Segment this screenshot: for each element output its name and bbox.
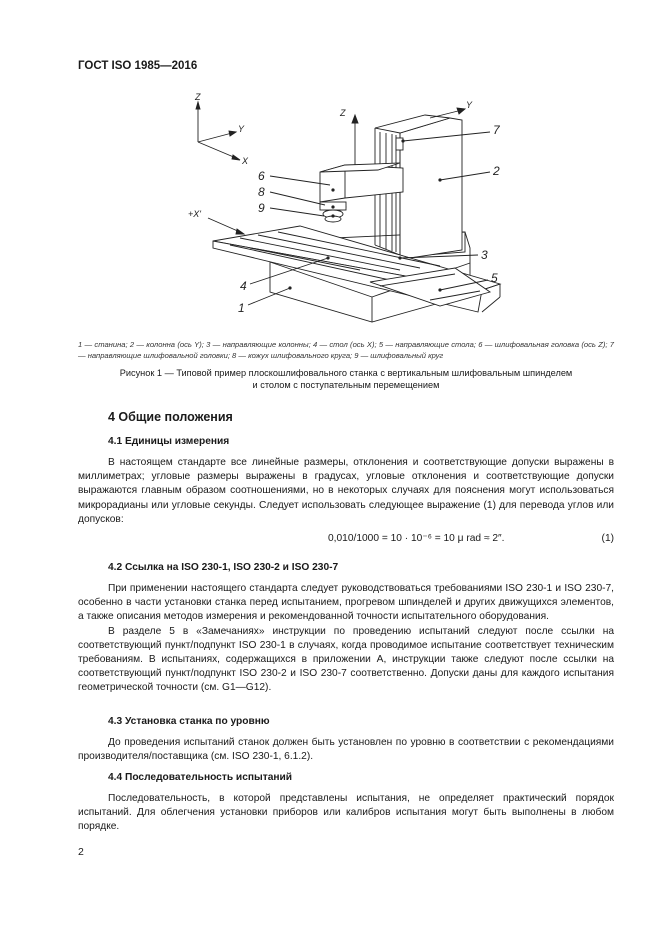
paragraph-4-1: [78, 456, 614, 527]
callout-6: 6: [258, 169, 265, 183]
paragraph-4-3: [78, 736, 614, 764]
formula-number: (1): [601, 533, 614, 544]
axis-label-y-column: Y: [466, 100, 473, 110]
callout-1: 1: [238, 301, 245, 315]
figure-legend: 1 — станина; 2 — колонна (ось Y); 3 — направляющие колонны; 4 — стол (ось X); 5 — направляющие стола; 6 — шлифовальная головка (ось Z); 7 — направляющие шлифовальной головки; 8 — кожух шлифовального круга; 9 — шлифовальный круг: [78, 340, 614, 360]
document-header: ГОСТ ISO 1985—2016: [78, 60, 198, 72]
caption-line-1: Рисунок 1 — Типовой пример плоскошлифовального станка с вертикальным шлифовальным шпинделем: [119, 368, 573, 378]
paragraph-4-4-text: Последовательность, в которой представлены испытания, не определяет практический порядок испытаний. Для облегчения установки приборов или калибров испытания могут быть выполнены в любом порядке.: [78, 793, 614, 833]
paragraph-4-2: [78, 582, 614, 696]
axis-label-x: X: [242, 156, 249, 166]
formula-expression: 0,010/1000 = 10 · 10⁻⁶ = 10 μ rad ≈ 2″.: [328, 533, 505, 544]
paragraph-4-2-1: При применении настоящего стандарта следует руководствоваться требованиями ISO 230-1 и ISO 230-7, особенно в части установки станка перед испытанием, прогревом шпинделей и других движущихся элементов, а также описания методов измерения и рекомендованной точности испытательного оборудования.: [78, 583, 614, 623]
paragraph-4-2-2: В разделе 5 в «Замечаниях» инструкции по проведению испытаний следуют после ссылки на соответствующий пункт/подпункт ISO 230-1 в случаях, когда проводимое испытание соответствует техническим требованиям. В испытаниях, содержащихся в приложении А, инструкции также следуют после ссылки на соответствующий пункт/подпункт ISO 230-2 и ISO 230-7 соответственно. Допуски даны для каждого испытания геометрической точности (см. G1—G12).: [78, 625, 614, 694]
machine-figure: [0, 0, 661, 335]
paragraph-4-4: [78, 792, 614, 835]
caption-line-2: и столом с поступательным перемещением: [252, 380, 440, 390]
section-4-title: 4 Общие положения: [108, 410, 233, 424]
axis-label-z: Z: [195, 92, 201, 102]
subsection-4-4-title: 4.4 Последовательность испытаний: [108, 772, 293, 783]
callout-8: 8: [258, 185, 265, 199]
subsection-4-2-title: 4.2 Ссылка на ISO 230-1, ISO 230-2 и ISO 230-7: [108, 562, 339, 573]
subsection-4-1-title: 4.1 Единицы измерения: [108, 436, 230, 447]
axis-label-y: Y: [238, 124, 245, 134]
subsection-4-3-title: 4.3 Установка станка по уровню: [108, 716, 270, 727]
callout-3: 3: [481, 248, 488, 262]
callout-9: 9: [258, 201, 265, 215]
callout-7: 7: [493, 123, 500, 137]
paragraph-4-3-text: До проведения испытаний станок должен быть установлен по уровню в соответствии с рекомендациями производителя/поставщика (см. ISO 230-1, 6.1.2).: [78, 737, 614, 763]
callout-2: 2: [493, 164, 500, 178]
figure-caption: [78, 367, 614, 391]
callout-4: 4: [240, 279, 247, 293]
axis-label-plus-x: +X': [188, 209, 201, 219]
axis-label-z-head: Z: [340, 108, 346, 118]
callout-5: 5: [491, 271, 498, 285]
paragraph-4-1-text: В настоящем стандарте все линейные размеры, отклонения и соответствующие допуски выражены в миллиметрах; угловые размеры выражены в градусах, угловые отклонения и соответствующие допуски выражаются главным образом соотношениями, но в некоторых случаях для пояснения могут использоваться микрорадианы или угловые секунды. Следует использовать следующее выражение (1) для перевода углов или допусков:: [78, 457, 614, 525]
page-number: 2: [78, 846, 84, 858]
